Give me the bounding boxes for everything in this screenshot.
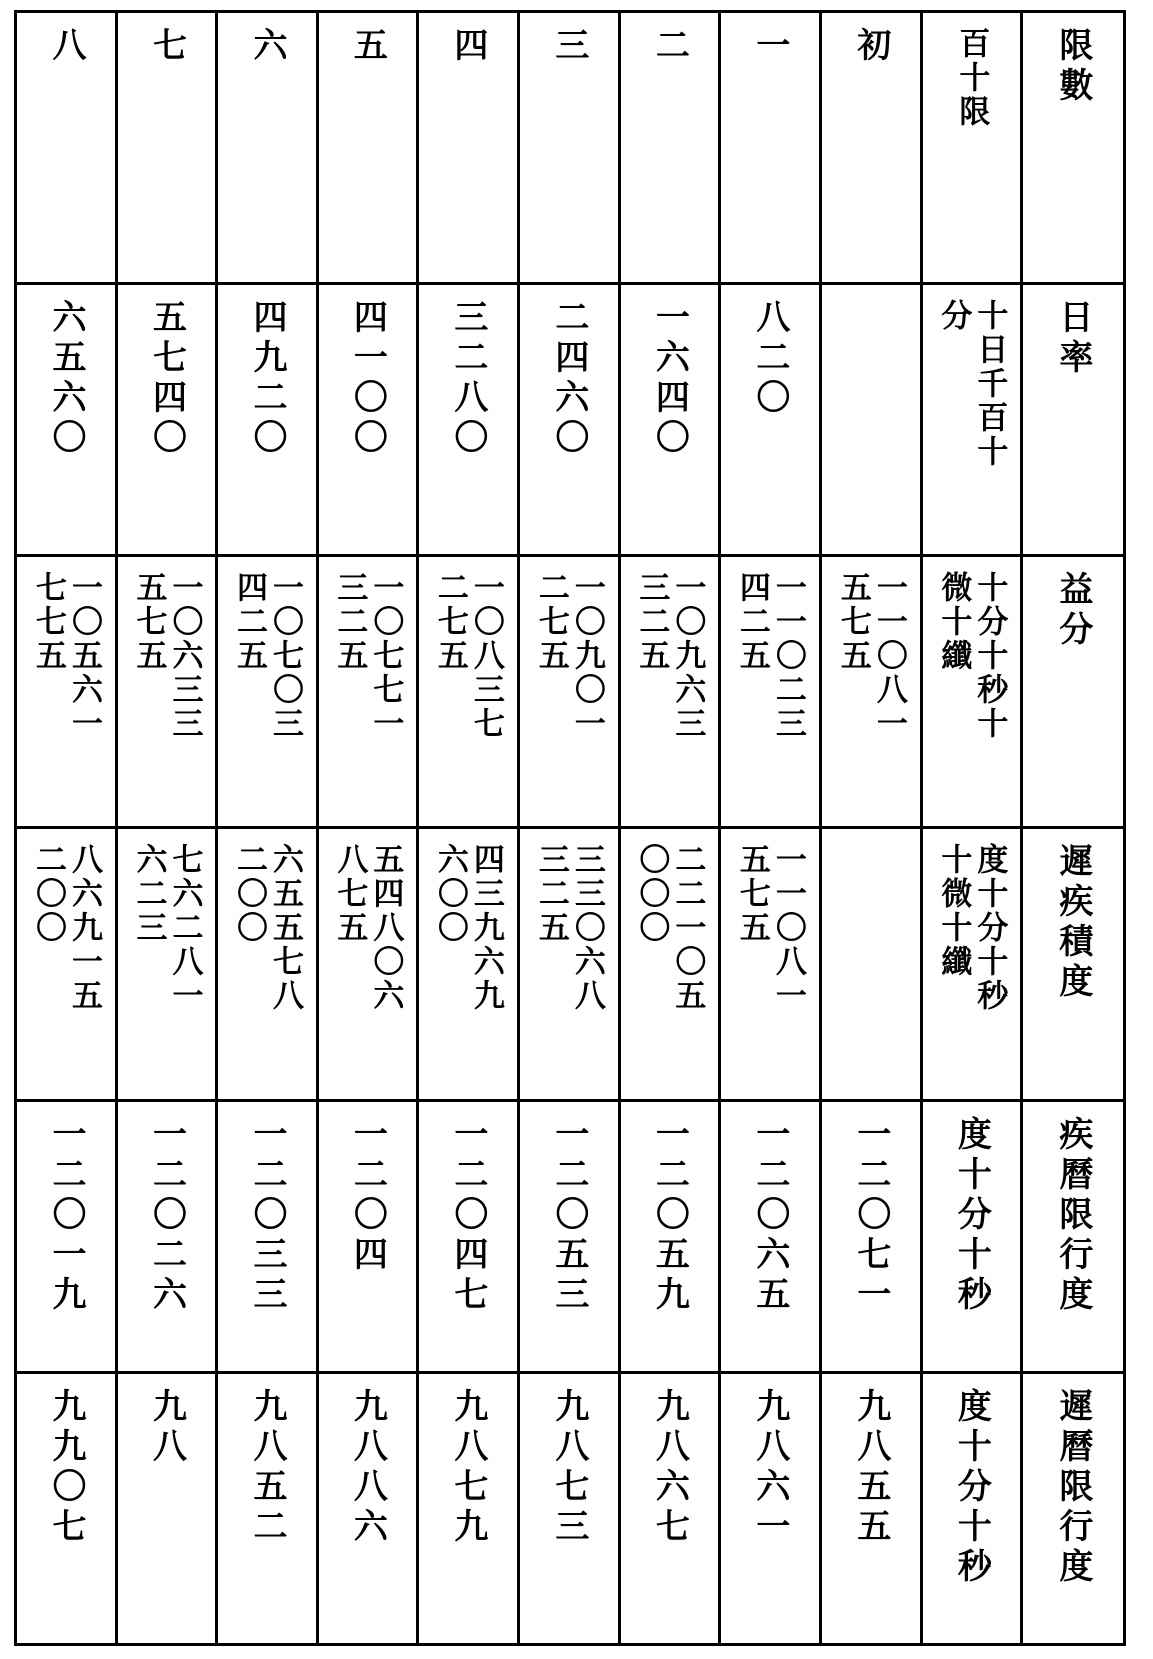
cell-text: 度十分十秒 [951, 1387, 992, 1588]
value-cell [518, 1372, 619, 1644]
cell-text: 一一〇二三 [769, 571, 806, 742]
cell-text: 三二五 [331, 571, 368, 674]
value-cell [719, 556, 820, 828]
cell-text: 三二八〇 [447, 299, 488, 460]
value-cell [117, 284, 217, 556]
cell-text: 限數 [1052, 27, 1093, 107]
cell-text: 一二〇一九 [46, 1115, 86, 1316]
limit-cell [417, 12, 518, 284]
value-cell [16, 828, 117, 1100]
value-cell [417, 556, 518, 828]
row-header-cell [1021, 284, 1124, 556]
day-rate-row [16, 284, 1125, 556]
cell-text: 五七四〇 [146, 299, 187, 460]
cell-text: 二 [649, 27, 690, 67]
increment-row [16, 556, 1125, 828]
limit-cell [719, 12, 820, 284]
cell-text: 一〇九〇一 [568, 571, 605, 742]
cell-text: 三二五 [532, 843, 569, 946]
unit-header-cell [921, 1372, 1021, 1644]
limit-cell [317, 12, 417, 284]
slow-motion-row [16, 1372, 1125, 1644]
cell-text: 二七五 [431, 571, 468, 674]
limit-cell [216, 12, 317, 284]
value-cell [16, 556, 117, 828]
cell-text: 九八六一 [749, 1387, 790, 1548]
cell-text: 十日千百十 [971, 299, 1008, 470]
unit-header-cell [921, 284, 1021, 556]
value-cell [117, 828, 217, 1100]
value-cell [417, 284, 518, 556]
cell-text: 百十限 [953, 27, 990, 129]
cell-text: 一二〇四七 [447, 1115, 488, 1316]
cell-text: 十分十秒十 [971, 571, 1008, 742]
limit-cell [518, 12, 619, 284]
cell-text: 一一〇八一 [870, 571, 907, 742]
cell-text: 六五五七八 [266, 843, 303, 1014]
cell-text: 四一〇〇 [347, 299, 388, 460]
unit-header-cell [921, 12, 1021, 284]
value-cell [216, 828, 317, 1100]
value-cell [619, 284, 719, 556]
cell-text: 一一〇八一 [769, 843, 806, 1014]
cell-text: 五四八〇六 [367, 843, 404, 1014]
row-header-cell [1021, 828, 1124, 1100]
cell-text: 遲曆限行度 [1052, 1387, 1093, 1588]
value-cell [216, 284, 317, 556]
unit-header-cell [921, 828, 1021, 1100]
cell-text: 一六四〇 [649, 299, 690, 460]
cell-text: 一〇八三七 [467, 571, 504, 742]
cell-text: 九八七九 [447, 1387, 488, 1548]
cell-text: 一二〇四 [347, 1115, 388, 1276]
cell-text: 七七五 [30, 571, 66, 674]
cell-text: 四 [447, 27, 488, 67]
cell-text: 六二三 [130, 843, 167, 946]
cell-text: 分 [935, 299, 972, 334]
cell-text: 遲疾積度 [1052, 843, 1093, 1004]
value-cell [619, 828, 719, 1100]
value-cell [216, 1372, 317, 1644]
value-cell [619, 556, 719, 828]
value-cell [719, 1372, 820, 1644]
cell-text: 七 [146, 27, 187, 67]
cell-text: 一二〇五九 [649, 1115, 690, 1316]
cell-text: 五七五 [733, 843, 770, 946]
value-cell [216, 1100, 317, 1372]
cell-text: 四三九六九 [467, 843, 504, 1014]
cell-text: 一二〇三三 [246, 1115, 287, 1316]
cell-text: 八二〇 [749, 299, 790, 420]
unit-header-cell [921, 556, 1021, 828]
value-cell [117, 556, 217, 828]
value-cell [719, 828, 820, 1100]
calendar-table [14, 10, 1126, 1646]
row-header-cell [1021, 12, 1124, 284]
cell-text: 一二〇七一 [850, 1115, 891, 1316]
value-cell [518, 284, 619, 556]
cell-text: 二二一〇五 [669, 843, 706, 1014]
cell-text: 疾曆限行度 [1052, 1115, 1093, 1316]
cell-text: 九八八六 [347, 1387, 388, 1548]
cell-text: 四二五 [733, 571, 770, 674]
cell-text: 五七五 [130, 571, 167, 674]
limit-cell [619, 12, 719, 284]
cell-text: 一〇六三三 [166, 571, 203, 742]
cell-text: 七六二八一 [166, 843, 203, 1014]
cell-text: 八六九一五 [66, 843, 102, 1014]
value-cell [417, 1100, 518, 1372]
cell-text: 九八七三 [548, 1387, 589, 1548]
value-cell [518, 828, 619, 1100]
value-cell [619, 1100, 719, 1372]
cell-text: 九八五五 [850, 1387, 891, 1548]
value-cell [117, 1100, 217, 1372]
row-header-cell [1021, 1372, 1124, 1644]
cell-text: 九八五二 [246, 1387, 287, 1548]
value-cell [417, 1372, 518, 1644]
value-cell [317, 284, 417, 556]
cell-text: 三 [548, 27, 589, 67]
cell-text: 一〇九六三 [669, 571, 706, 742]
value-cell [216, 556, 317, 828]
cell-text: 二〇〇 [230, 843, 267, 946]
value-cell [317, 828, 417, 1100]
cell-text: 一〇七七一 [367, 571, 404, 742]
value-cell [820, 284, 921, 556]
cell-text: 度十分十秒 [951, 1115, 992, 1316]
value-cell [317, 556, 417, 828]
cell-text: 二〇〇 [30, 843, 66, 946]
value-cell [417, 828, 518, 1100]
cell-text: 八 [46, 27, 86, 67]
cell-text: 四九二〇 [246, 299, 287, 460]
cell-text: 一〇五六一 [66, 571, 102, 742]
value-cell [820, 1100, 921, 1372]
limit-cell [16, 12, 117, 284]
cell-text: 六五六〇 [46, 299, 86, 460]
cell-text: 一二〇六五 [749, 1115, 790, 1316]
limit-cell [117, 12, 217, 284]
cell-text: 度十分十秒 [971, 843, 1008, 1014]
cell-text: 三二五 [633, 571, 670, 674]
value-cell [16, 1372, 117, 1644]
cell-text: 十微十纖 [935, 843, 972, 980]
value-cell [317, 1100, 417, 1372]
cell-text: 〇〇〇 [633, 843, 670, 946]
value-cell [820, 556, 921, 828]
value-cell [518, 1100, 619, 1372]
cell-text: 三三〇六八 [568, 843, 605, 1014]
cell-text: 九九〇七 [46, 1387, 86, 1548]
unit-header-cell [921, 1100, 1021, 1372]
cell-text: 二四六〇 [548, 299, 589, 460]
row-header-cell [1021, 1100, 1124, 1372]
cell-text: 一〇七〇三 [266, 571, 303, 742]
value-cell [117, 1372, 217, 1644]
limit-row [16, 12, 1125, 284]
cumulative-row [16, 828, 1125, 1100]
cell-text: 六 [246, 27, 287, 67]
cell-text: 日率 [1052, 299, 1093, 380]
cell-text: 五 [347, 27, 388, 67]
limit-cell [820, 12, 921, 284]
value-cell [317, 1372, 417, 1644]
cell-text: 四二五 [230, 571, 267, 674]
value-cell [719, 1100, 820, 1372]
cell-text: 一 [749, 27, 790, 67]
value-cell [16, 284, 117, 556]
value-cell [820, 1372, 921, 1644]
cell-text: 一二〇二六 [146, 1115, 187, 1316]
cell-text: 二七五 [532, 571, 569, 674]
cell-text: 一二〇五三 [548, 1115, 589, 1316]
value-cell [16, 1100, 117, 1372]
cell-text: 益分 [1052, 571, 1093, 652]
fast-motion-row [16, 1100, 1125, 1372]
value-cell [518, 556, 619, 828]
cell-text: 微十纖 [935, 571, 972, 674]
value-cell [619, 1372, 719, 1644]
value-cell [820, 828, 921, 1100]
value-cell [719, 284, 820, 556]
cell-text: 八七五 [331, 843, 368, 946]
cell-text: 九八 [146, 1387, 187, 1468]
cell-text: 五七五 [834, 571, 871, 674]
cell-text: 六〇〇 [431, 843, 468, 946]
row-header-cell [1021, 556, 1124, 828]
cell-text: 九八六七 [649, 1387, 690, 1548]
cell-text: 初 [850, 27, 891, 67]
